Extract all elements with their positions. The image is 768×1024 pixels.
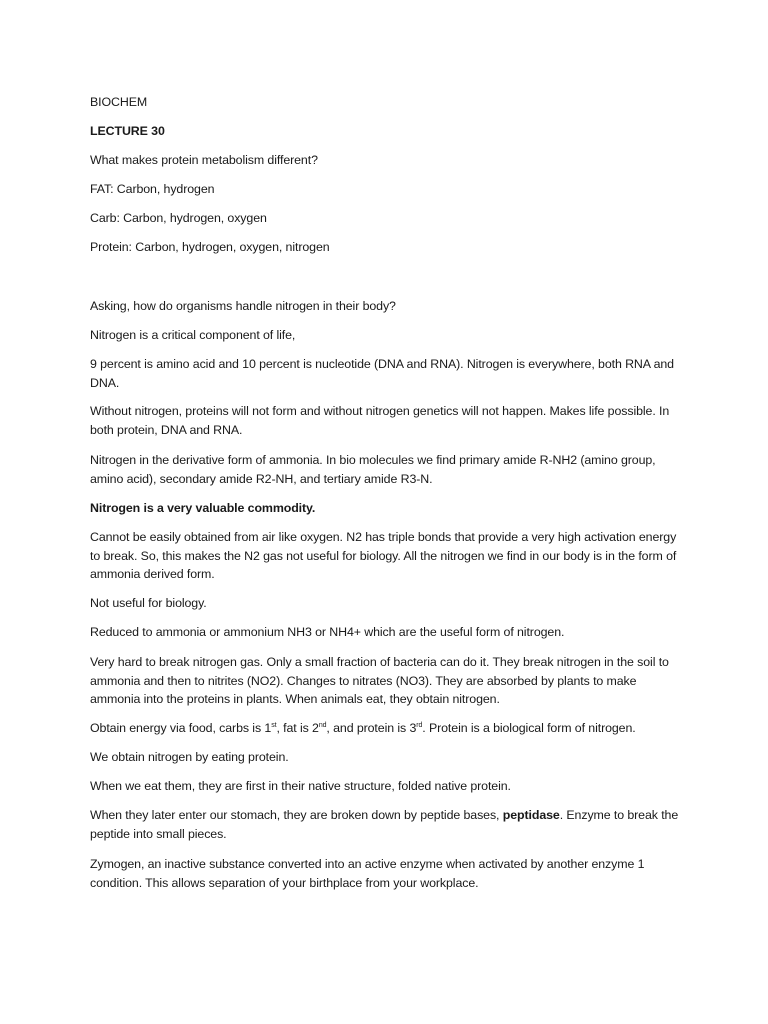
paragraph: Protein: Carbon, hydrogen, oxygen, nitrogen <box>90 240 330 254</box>
paragraph: Not useful for biology. <box>90 596 207 610</box>
superscript: nd <box>318 722 327 729</box>
superscript: st <box>271 722 277 729</box>
bold-statement: Nitrogen is a very valuable commodity. <box>90 501 316 515</box>
text-fragment: Obtain energy via food, carbs is 1 <box>90 721 272 735</box>
paragraph: FAT: Carbon, hydrogen <box>90 182 215 196</box>
text-fragment: , fat is 2 <box>276 721 319 735</box>
text-fragment: When they later enter our stomach, they are broken down by peptide bases, <box>90 808 503 822</box>
text-fragment: , and protein is 3 <box>326 721 417 735</box>
paragraph: 9 percent is amino acid and 10 percent is nucleotide (DNA and RNA). Nitrogen is everywhere, both RNA and DNA. <box>90 357 674 390</box>
paragraph-with-term <box>90 806 680 843</box>
paragraph: When we eat them, they are first in their native structure, folded native protein. <box>90 779 511 793</box>
paragraph: Reduced to ammonia or ammonium NH3 or NH4+ which are the useful form of nitrogen. <box>90 625 565 639</box>
paragraph: Nitrogen in the derivative form of ammonia. In bio molecules we find primary amide R-NH2 (amino group, amino acid), secondary amide R2-NH, and tertiary amide R3-N. <box>90 453 656 486</box>
paragraph: Asking, how do organisms handle nitrogen in their body? <box>90 299 396 313</box>
paragraph-with-ordinals <box>90 719 680 738</box>
text-fragment: . Enzyme to break the peptide into small pieces. <box>90 808 679 841</box>
paragraph: Zymogen, an inactive substance converted into an active enzyme when activated by another enzyme 1 condition. This allows separation of your birthplace from your workplace. <box>90 857 645 890</box>
lecture-heading: LECTURE 30 <box>90 124 165 138</box>
paragraph: Carb: Carbon, hydrogen, oxygen <box>90 211 267 225</box>
course-title: BIOCHEM <box>90 95 148 109</box>
bold-term: peptidase <box>502 808 560 822</box>
paragraph: Without nitrogen, proteins will not form and without nitrogen genetics will not happen. Makes life possible. In both protein, DNA and RNA. <box>90 404 670 437</box>
paragraph: We obtain nitrogen by eating protein. <box>90 750 289 764</box>
superscript: rd <box>416 722 423 729</box>
paragraph: What makes protein metabolism different? <box>90 153 318 167</box>
paragraph: Nitrogen is a critical component of life, <box>90 328 296 342</box>
text-fragment: . Protein is a biological form of nitrogen. <box>422 721 636 735</box>
paragraph: Cannot be easily obtained from air like oxygen. N2 has triple bonds that provide a very high activation energy to break. So, this makes the N2 gas not useful for biology. All the nitrogen we find in our body is in the form of ammonia derived form. <box>90 530 677 582</box>
paragraph: Very hard to break nitrogen gas. Only a small fraction of bacteria can do it. They break nitrogen in the soil to ammonia and then to nitrites (NO2). Changes to nitrates (NO3). They are absorbed by plants to make ammonia into the proteins in plants. When animals eat, they obtain nitrogen. <box>90 655 669 707</box>
